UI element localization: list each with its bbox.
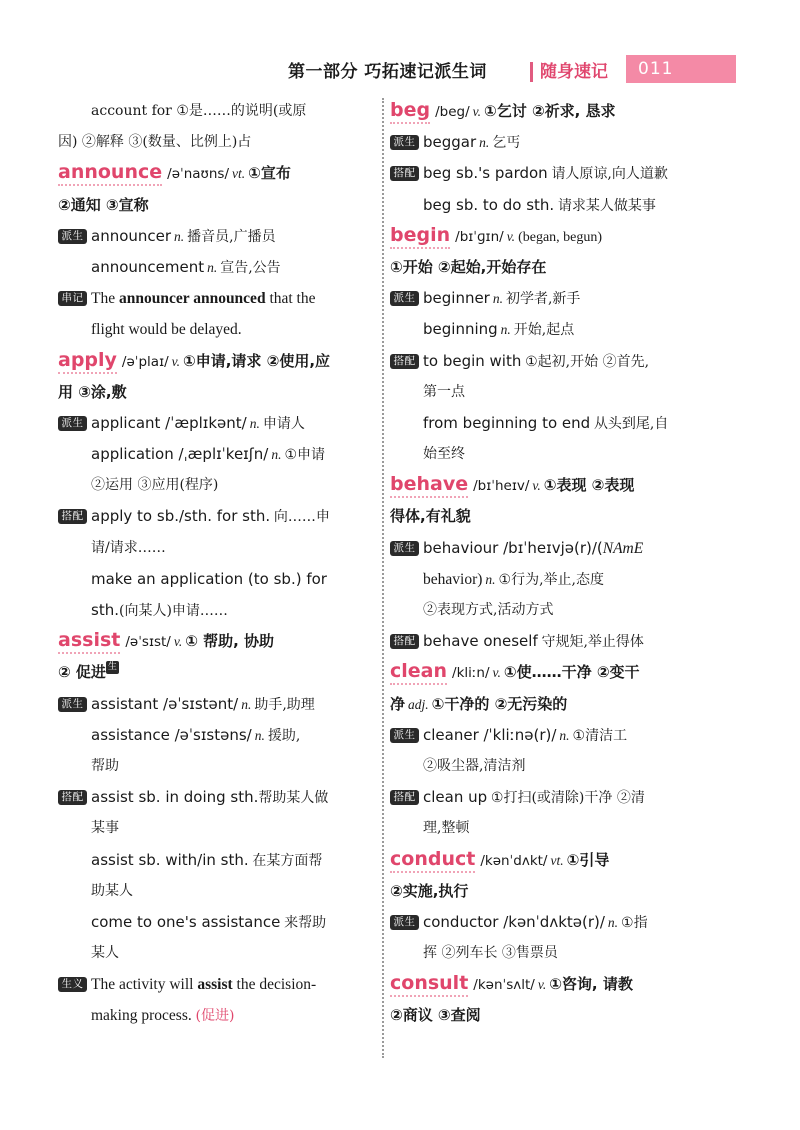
derivative-line: ②运用 ③应用(程序) bbox=[91, 477, 219, 494]
collocation-badge: 搭配 bbox=[390, 634, 419, 649]
headword-begin: begin /bɪˈɡɪn/ v. (began, begun) bbox=[390, 221, 708, 252]
column-divider bbox=[382, 98, 384, 1058]
derivative-badge: 派生 bbox=[390, 291, 419, 306]
derivative-line: behavior) n. ①行为,举止,态度 bbox=[423, 570, 604, 588]
derivative-line: 派生 beginner n. 初学者,新手 bbox=[390, 283, 708, 314]
section-title: 第一部分 巧拓速记派生词 bbox=[288, 62, 487, 82]
derivative-line: 派生 beggar n. 乞丐 bbox=[390, 127, 708, 158]
extended-meaning-line: 生义 The activity will assist the decision- bbox=[58, 969, 370, 1000]
chain-memory-line: 串记 The announcer announced that the bbox=[58, 283, 370, 314]
collocation-line: 理,整顿 bbox=[423, 820, 470, 837]
extended-meaning-badge: 生义 bbox=[58, 977, 87, 992]
derivative-badge: 派生 bbox=[58, 416, 87, 431]
page-header bbox=[0, 52, 800, 88]
collocation-line: 搭配 behave oneself 守规矩,举止得体 bbox=[390, 626, 708, 657]
derivative-line: assistance /əˈsɪstəns/ n. 援助, bbox=[91, 725, 301, 744]
derivative-badge: 派生 bbox=[390, 915, 419, 930]
derivative-line: 派生 announcer n. 播音员,广播员 bbox=[58, 221, 370, 252]
headword-behave: behave /bɪˈheɪv/ v. ①表现 ②表现 bbox=[390, 470, 708, 501]
collocation-line: sth.(向某人)申请…… bbox=[91, 601, 228, 619]
headword-assist: assist /əˈsɪst/ v. ① 帮助, 协助 bbox=[58, 626, 370, 657]
definition-line: ②通知 ③宣称 bbox=[58, 195, 149, 214]
right-column bbox=[390, 96, 708, 1032]
headword-announce: announce /əˈnaʊns/ vt. ①宣布 bbox=[58, 158, 370, 189]
headword-beg: beg /beg/ v. ①乞讨 ②祈求, 恳求 bbox=[390, 96, 708, 127]
collocation-line: 搭配 beg sb.'s pardon 请人原谅,向人道歉 bbox=[390, 158, 708, 189]
collocation-line: assist sb. with/in sth. 在某方面帮 bbox=[91, 850, 323, 869]
derivative-line: 派生 applicant /ˈæplɪkənt/ n. 申请人 bbox=[58, 408, 370, 439]
derivative-line: ②吸尘器,清洁剂 bbox=[423, 757, 526, 774]
page-number: 011 bbox=[638, 59, 674, 79]
collocation-line: make an application (to sb.) for bbox=[91, 569, 327, 588]
extended-meaning-mark: 生 bbox=[107, 662, 117, 673]
definition-line: 得体,有礼貌 bbox=[390, 507, 471, 526]
derivative-line: 挥 ②列车长 ③售票员 bbox=[423, 945, 558, 962]
headword-conduct: conduct /kənˈdʌkt/ vt. ①引导 bbox=[390, 845, 708, 876]
definition-line: 用 ③涂,敷 bbox=[58, 382, 127, 401]
entry-line: account for ①是……的说明(或原 bbox=[91, 103, 307, 119]
collocation-line: 请/请求…… bbox=[91, 539, 166, 556]
derivative-line: 派生 behaviour /bɪˈheɪvjə(r)/(NAmE bbox=[390, 533, 708, 564]
collocation-badge: 搭配 bbox=[58, 790, 87, 805]
series-tag: 随身速记 bbox=[540, 62, 608, 82]
definition-line: 净 adj. ①干净的 ②无污染的 bbox=[390, 694, 568, 713]
collocation-line: come to one's assistance 来帮助 bbox=[91, 912, 327, 931]
collocation-badge: 搭配 bbox=[390, 354, 419, 369]
collocation-line: 某事 bbox=[91, 820, 119, 837]
derivative-line: application /ˌæplɪˈkeɪʃn/ n. ①申请 bbox=[91, 445, 326, 464]
derivative-line: 派生 conductor /kənˈdʌktə(r)/ n. ①指 bbox=[390, 907, 708, 938]
derivative-badge: 派生 bbox=[390, 541, 419, 556]
collocation-line: 始至终 bbox=[423, 446, 465, 463]
derivative-line: 派生 cleaner /ˈkliːnə(r)/ n. ①清洁工 bbox=[390, 720, 708, 751]
collocation-line: from beginning to end 从头到尾,自 bbox=[423, 413, 669, 432]
derivative-badge: 派生 bbox=[58, 697, 87, 712]
derivative-line: ②表现方式,活动方式 bbox=[423, 602, 554, 618]
definition-line: ①开始 ②起始,开始存在 bbox=[390, 257, 547, 276]
collocation-line: 某人 bbox=[91, 945, 119, 962]
derivative-badge: 派生 bbox=[58, 229, 87, 244]
derivative-badge: 派生 bbox=[390, 135, 419, 150]
collocation-line: 搭配 clean up ①打扫(或清除)干净 ②清 bbox=[390, 782, 708, 813]
derivative-line: 帮助 bbox=[91, 757, 119, 774]
collocation-line: beg sb. to do sth. 请求某人做某事 bbox=[423, 195, 656, 214]
collocation-line: 搭配 to begin with ①起初,开始 ②首先, bbox=[390, 346, 708, 377]
collocation-badge: 搭配 bbox=[390, 166, 419, 181]
page-number-box bbox=[626, 55, 736, 83]
definition-line: ②实施,执行 bbox=[390, 881, 469, 900]
definition-line: ②商议 ③查阅 bbox=[390, 1006, 481, 1025]
chain-memory-line: flight would be delayed. bbox=[91, 321, 242, 339]
collocation-line: 搭配 apply to sb./sth. for sth. 向……申 bbox=[58, 501, 370, 532]
headword-apply: apply /əˈplaɪ/ v. ①申请,请求 ②使用,应 bbox=[58, 346, 370, 377]
left-column bbox=[58, 96, 370, 1032]
chain-badge: 串记 bbox=[58, 291, 87, 306]
derivative-badge: 派生 bbox=[390, 728, 419, 743]
collocation-badge: 搭配 bbox=[58, 509, 87, 524]
derivative-line: announcement n. 宣告,公告 bbox=[91, 257, 281, 276]
collocation-line: 助某人 bbox=[91, 882, 133, 899]
headword-consult: consult /kənˈsʌlt/ v. ①咨询, 请教 bbox=[390, 969, 708, 1000]
collocation-line: 搭配 assist sb. in doing sth.帮助某人做 bbox=[58, 782, 370, 813]
derivative-line: 派生 assistant /əˈsɪstənt/ n. 助手,助理 bbox=[58, 689, 370, 720]
definition-line: ② 促进 生 bbox=[58, 662, 117, 682]
headword-clean: clean /kliːn/ v. ①使……干净 ②变干 bbox=[390, 657, 708, 688]
collocation-line: 第一点 bbox=[423, 383, 465, 400]
entry-line: 因) ②解释 ③(数量、比例上)占 bbox=[58, 134, 252, 151]
derivative-line: beginning n. 开始,起点 bbox=[423, 320, 575, 339]
collocation-badge: 搭配 bbox=[390, 790, 419, 805]
extended-meaning-line: making process. (促进) bbox=[91, 1007, 235, 1025]
title-separator bbox=[530, 62, 533, 82]
